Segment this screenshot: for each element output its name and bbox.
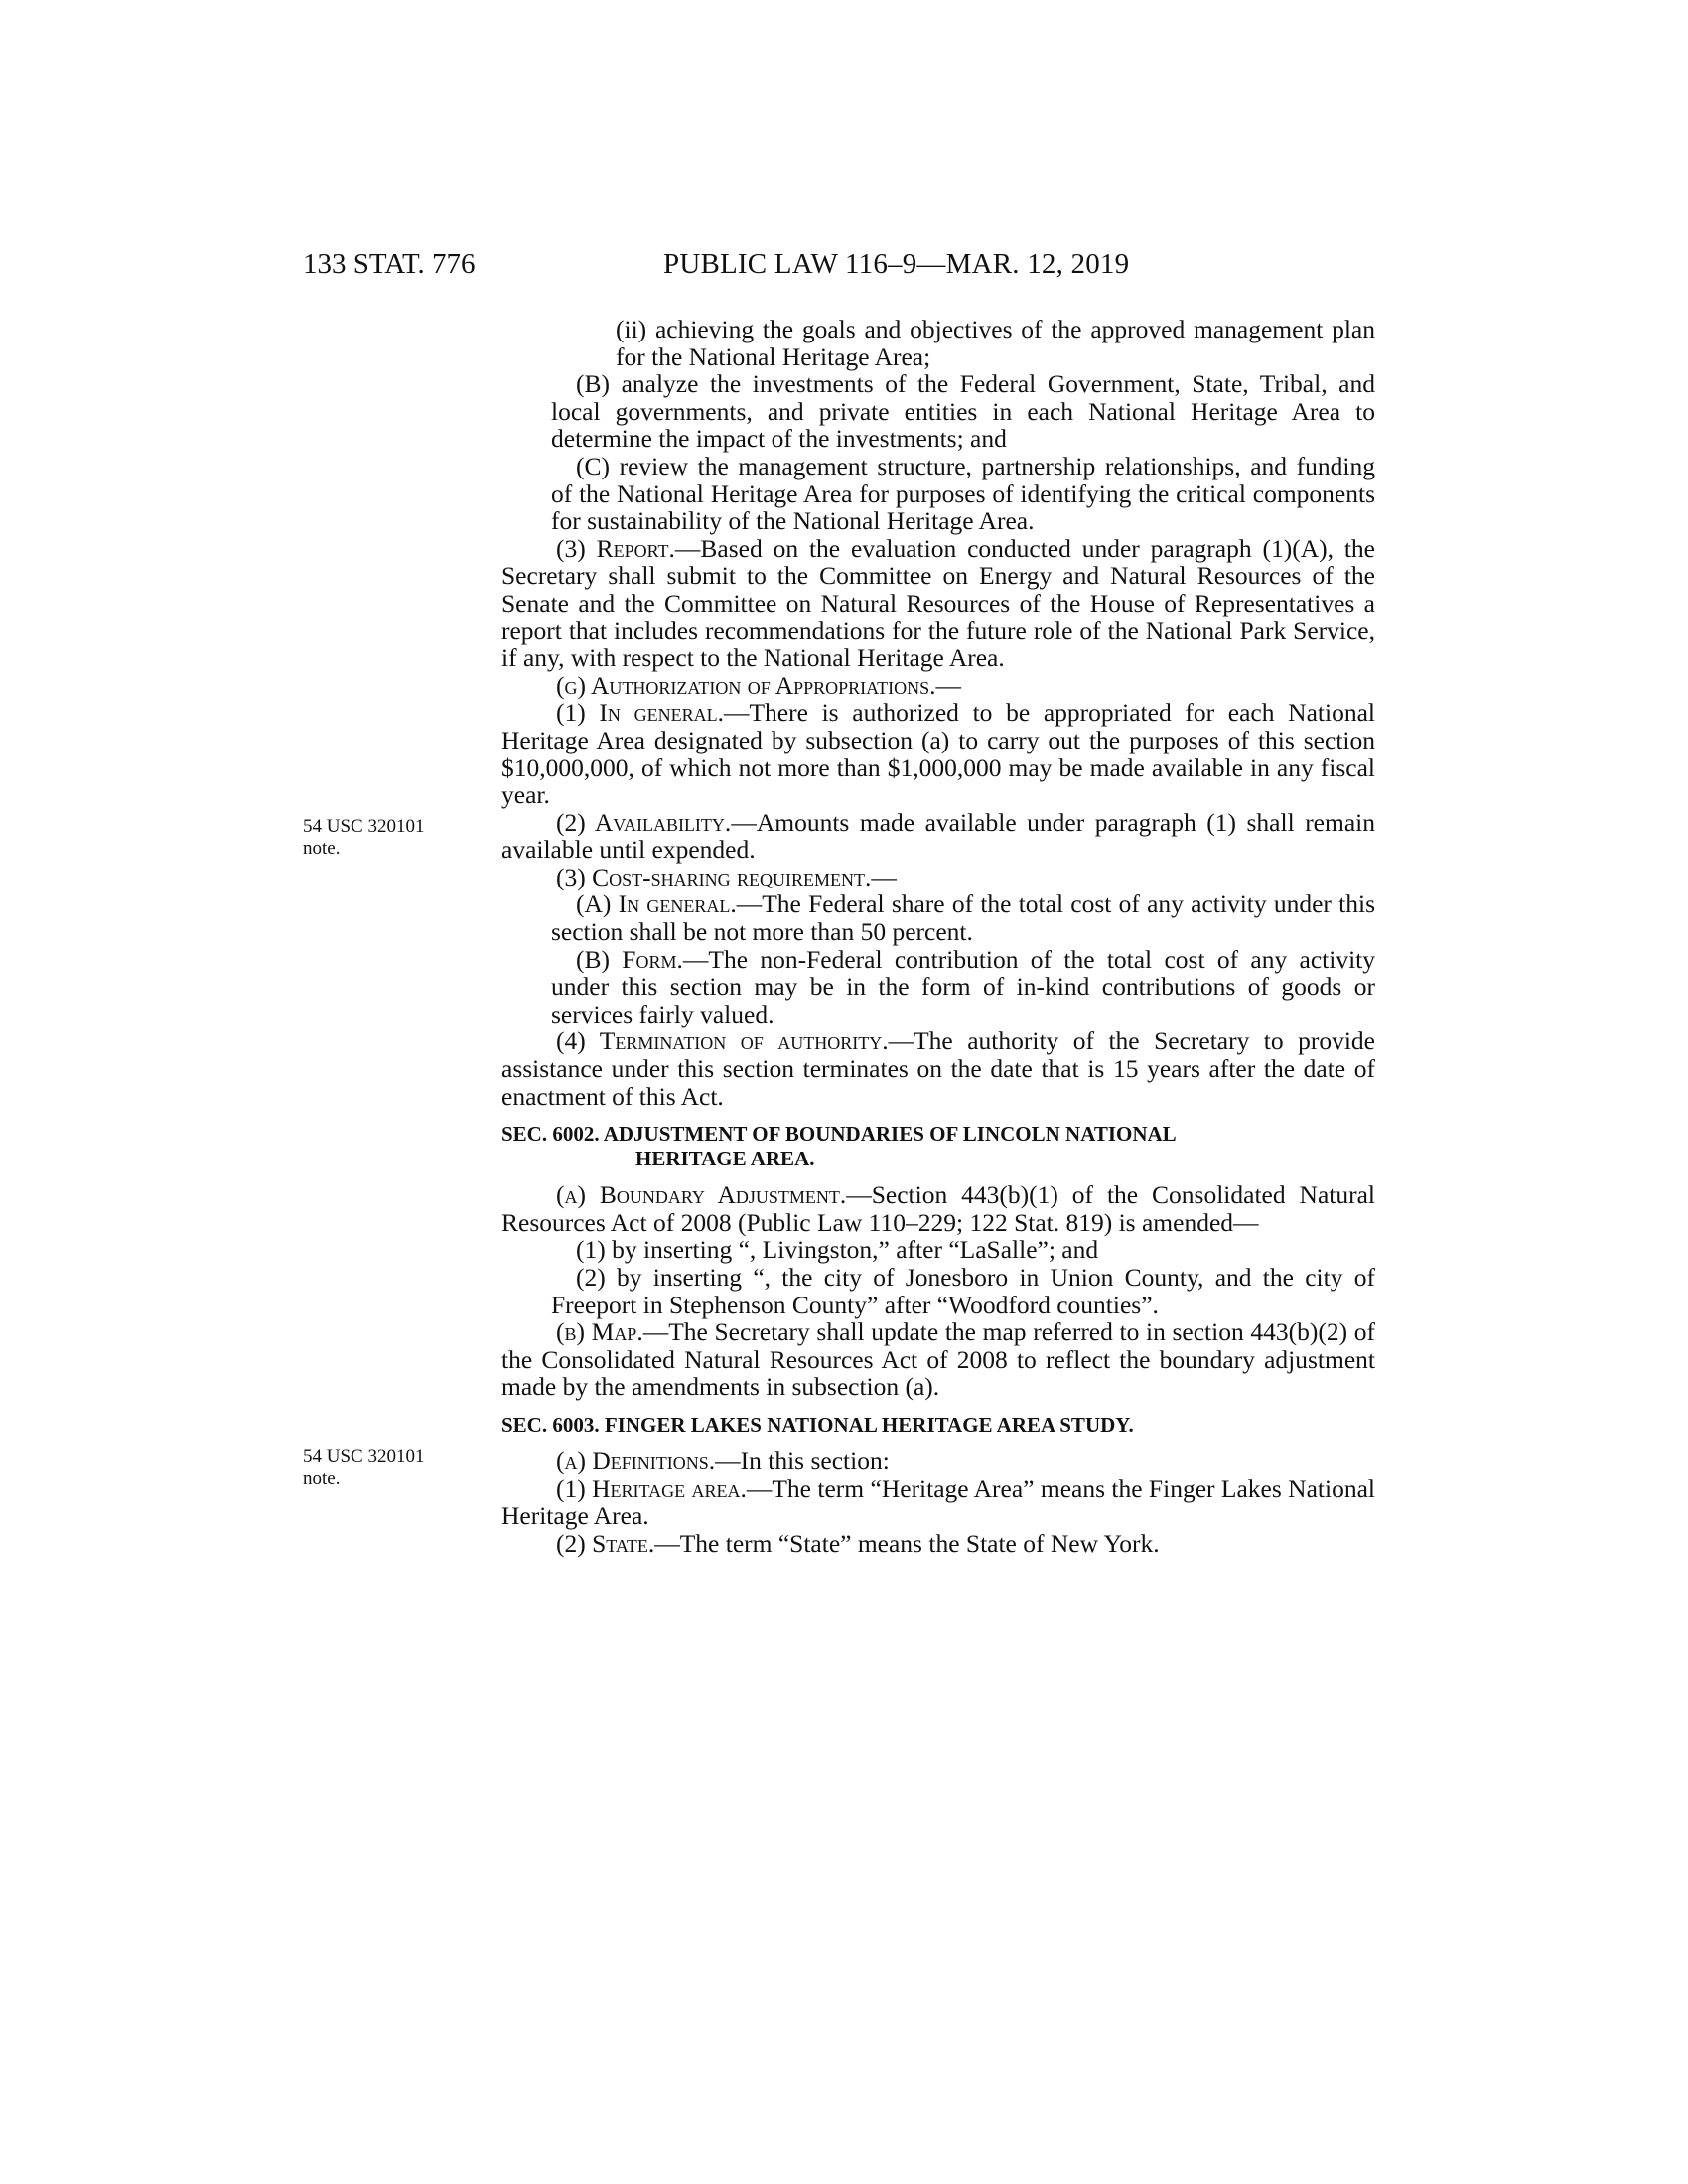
paragraph-text: —There is authorized to be appropriated for each National Heritage Area designated by subsection (a) to carry out the purposes of this section $10,000,000, of which not more than $1,000,000 may be made available in any fiscal year. [501,698,1375,810]
paragraph-heading: (1) Heritage area. [556,1473,747,1503]
subsection-b-map [501,1318,1375,1401]
paragraph-text: —In this section: [715,1445,890,1475]
clause-ii: (ii) achieving the goals and objectives of the approved management plan for the National Heritage Area; [616,315,1375,371]
paragraph-heading: (a) Definitions. [556,1445,716,1475]
margin-note-label: note. [303,1468,341,1489]
subsection-g-heading: (g) Authorization of Appropriations.— [556,670,962,700]
paragraph-heading: (B) Form. [576,944,683,974]
subparagraph-c: (C) review the management structure, partnership relationships, and funding of the National Heritage Area for purposes of identifying the critical components for sustainability of the National Heritage Area. [551,451,1375,536]
section-heading-line: SEC. 6002. ADJUSTMENT OF BOUNDARIES OF LINCOLN NATIONAL [501,1122,1177,1147]
paragraph-a2: (2) by inserting “, the city of Jonesboro in Union County, and the city of Freeport in Stephenson County” after “Woodford counties”. [551,1263,1375,1319]
paragraph-text: —Amounts made available under paragraph (1) shall remain available until expended. [501,807,1375,865]
margin-note-citation: 54 USC 320101 [303,1446,425,1467]
subsection-a-definitions [501,1447,1375,1475]
subparagraph-g3a [501,890,1375,945]
paragraph-a1: (1) by inserting “, Livingston,” after “LaSalle”; and [576,1235,1099,1265]
paragraph-g1 [501,699,1375,808]
margin-note-label: note. [303,838,341,859]
paragraph-text: —The non-Federal contribution of the total cost of any activity under this section may be in the form of in-kind contributions of goods or services fairly valued. [551,944,1375,1028]
running-title: PUBLIC LAW 116–9—MAR. 12, 2019 [663,248,1130,280]
paragraph-g4 [501,1027,1375,1110]
section-6003-heading: SEC. 6003. FINGER LAKES NATIONAL HERITAGE AREA STUDY. [501,1412,1134,1436]
paragraph-text: —The Federal share of the total cost of any activity under this section shall be not more than 50 percent. [551,889,1375,947]
subparagraph-g3b [501,946,1375,1028]
page-header [0,248,1688,288]
paragraph-text: —Based on the evaluation conducted under paragraph (1)(A), the Secretary shall submit to the Committee on Energy and Natural Resources of the Senate and the Committee on Natural Resources of the House of Representatives a report that includes recommendations for the future role of the National Park Service, if any, with respect to the National Heritage Area. [501,533,1375,673]
paragraph-heading: (3) Report. [556,533,675,563]
paragraph-text: —The Secretary shall update the map referred to in section 443(b)(2) of the Consolidated Natural Resources Act of 2008 to reflect the boundary adjustment made by the amendments in subsection (a). [501,1317,1375,1402]
section-6002-heading [501,1122,1375,1171]
paragraph-g2 [501,809,1375,864]
margin-note-usc [303,1446,424,1490]
paragraph-text: —The term “Heritage Area” means the Finger Lakes National Heritage Area. [501,1473,1375,1531]
definition-state [501,1530,1375,1558]
paragraph-heading: (2) State. [556,1528,655,1558]
paragraph-heading: (A) In general. [576,889,737,919]
paragraph-heading: (1) In general. [556,698,724,728]
paragraph-g3-heading: (3) Cost-sharing requirement.— [556,862,897,891]
paragraph-heading: (4) Termination of authority. [556,1026,889,1056]
margin-note-citation: 54 USC 320101 [303,816,425,837]
statute-page-number: 133 STAT. 776 [303,248,476,280]
paragraph-heading: (a) Boundary Adjustment. [556,1180,847,1210]
subsection-a-boundary [501,1181,1375,1236]
paragraph-text: —Section 443(b)(1) of the Consolidated Natural Resources Act of 2008 (Public Law 110–229; 122 Stat. 819) is amended— [501,1180,1375,1237]
document-body [501,316,1375,1557]
subparagraph-b: (B) analyze the investments of the Federal Government, State, Tribal, and local governments, and private entities in each National Heritage Area to determine the impact of the investments; and [551,369,1375,454]
paragraph-3-report [501,535,1375,672]
paragraph-heading: (2) Availability. [556,807,732,837]
section-heading-line: HERITAGE AREA. [635,1147,815,1171]
margin-note-usc [303,816,424,860]
paragraph-text: —The authority of the Secretary to provide assistance under this section terminates on the date that is 15 years after the date of enactment of this Act. [501,1026,1375,1111]
paragraph-heading: (b) Map. [556,1317,643,1347]
paragraph-text: —The term “State” means the State of New York. [654,1528,1160,1558]
definition-heritage-area [501,1475,1375,1530]
